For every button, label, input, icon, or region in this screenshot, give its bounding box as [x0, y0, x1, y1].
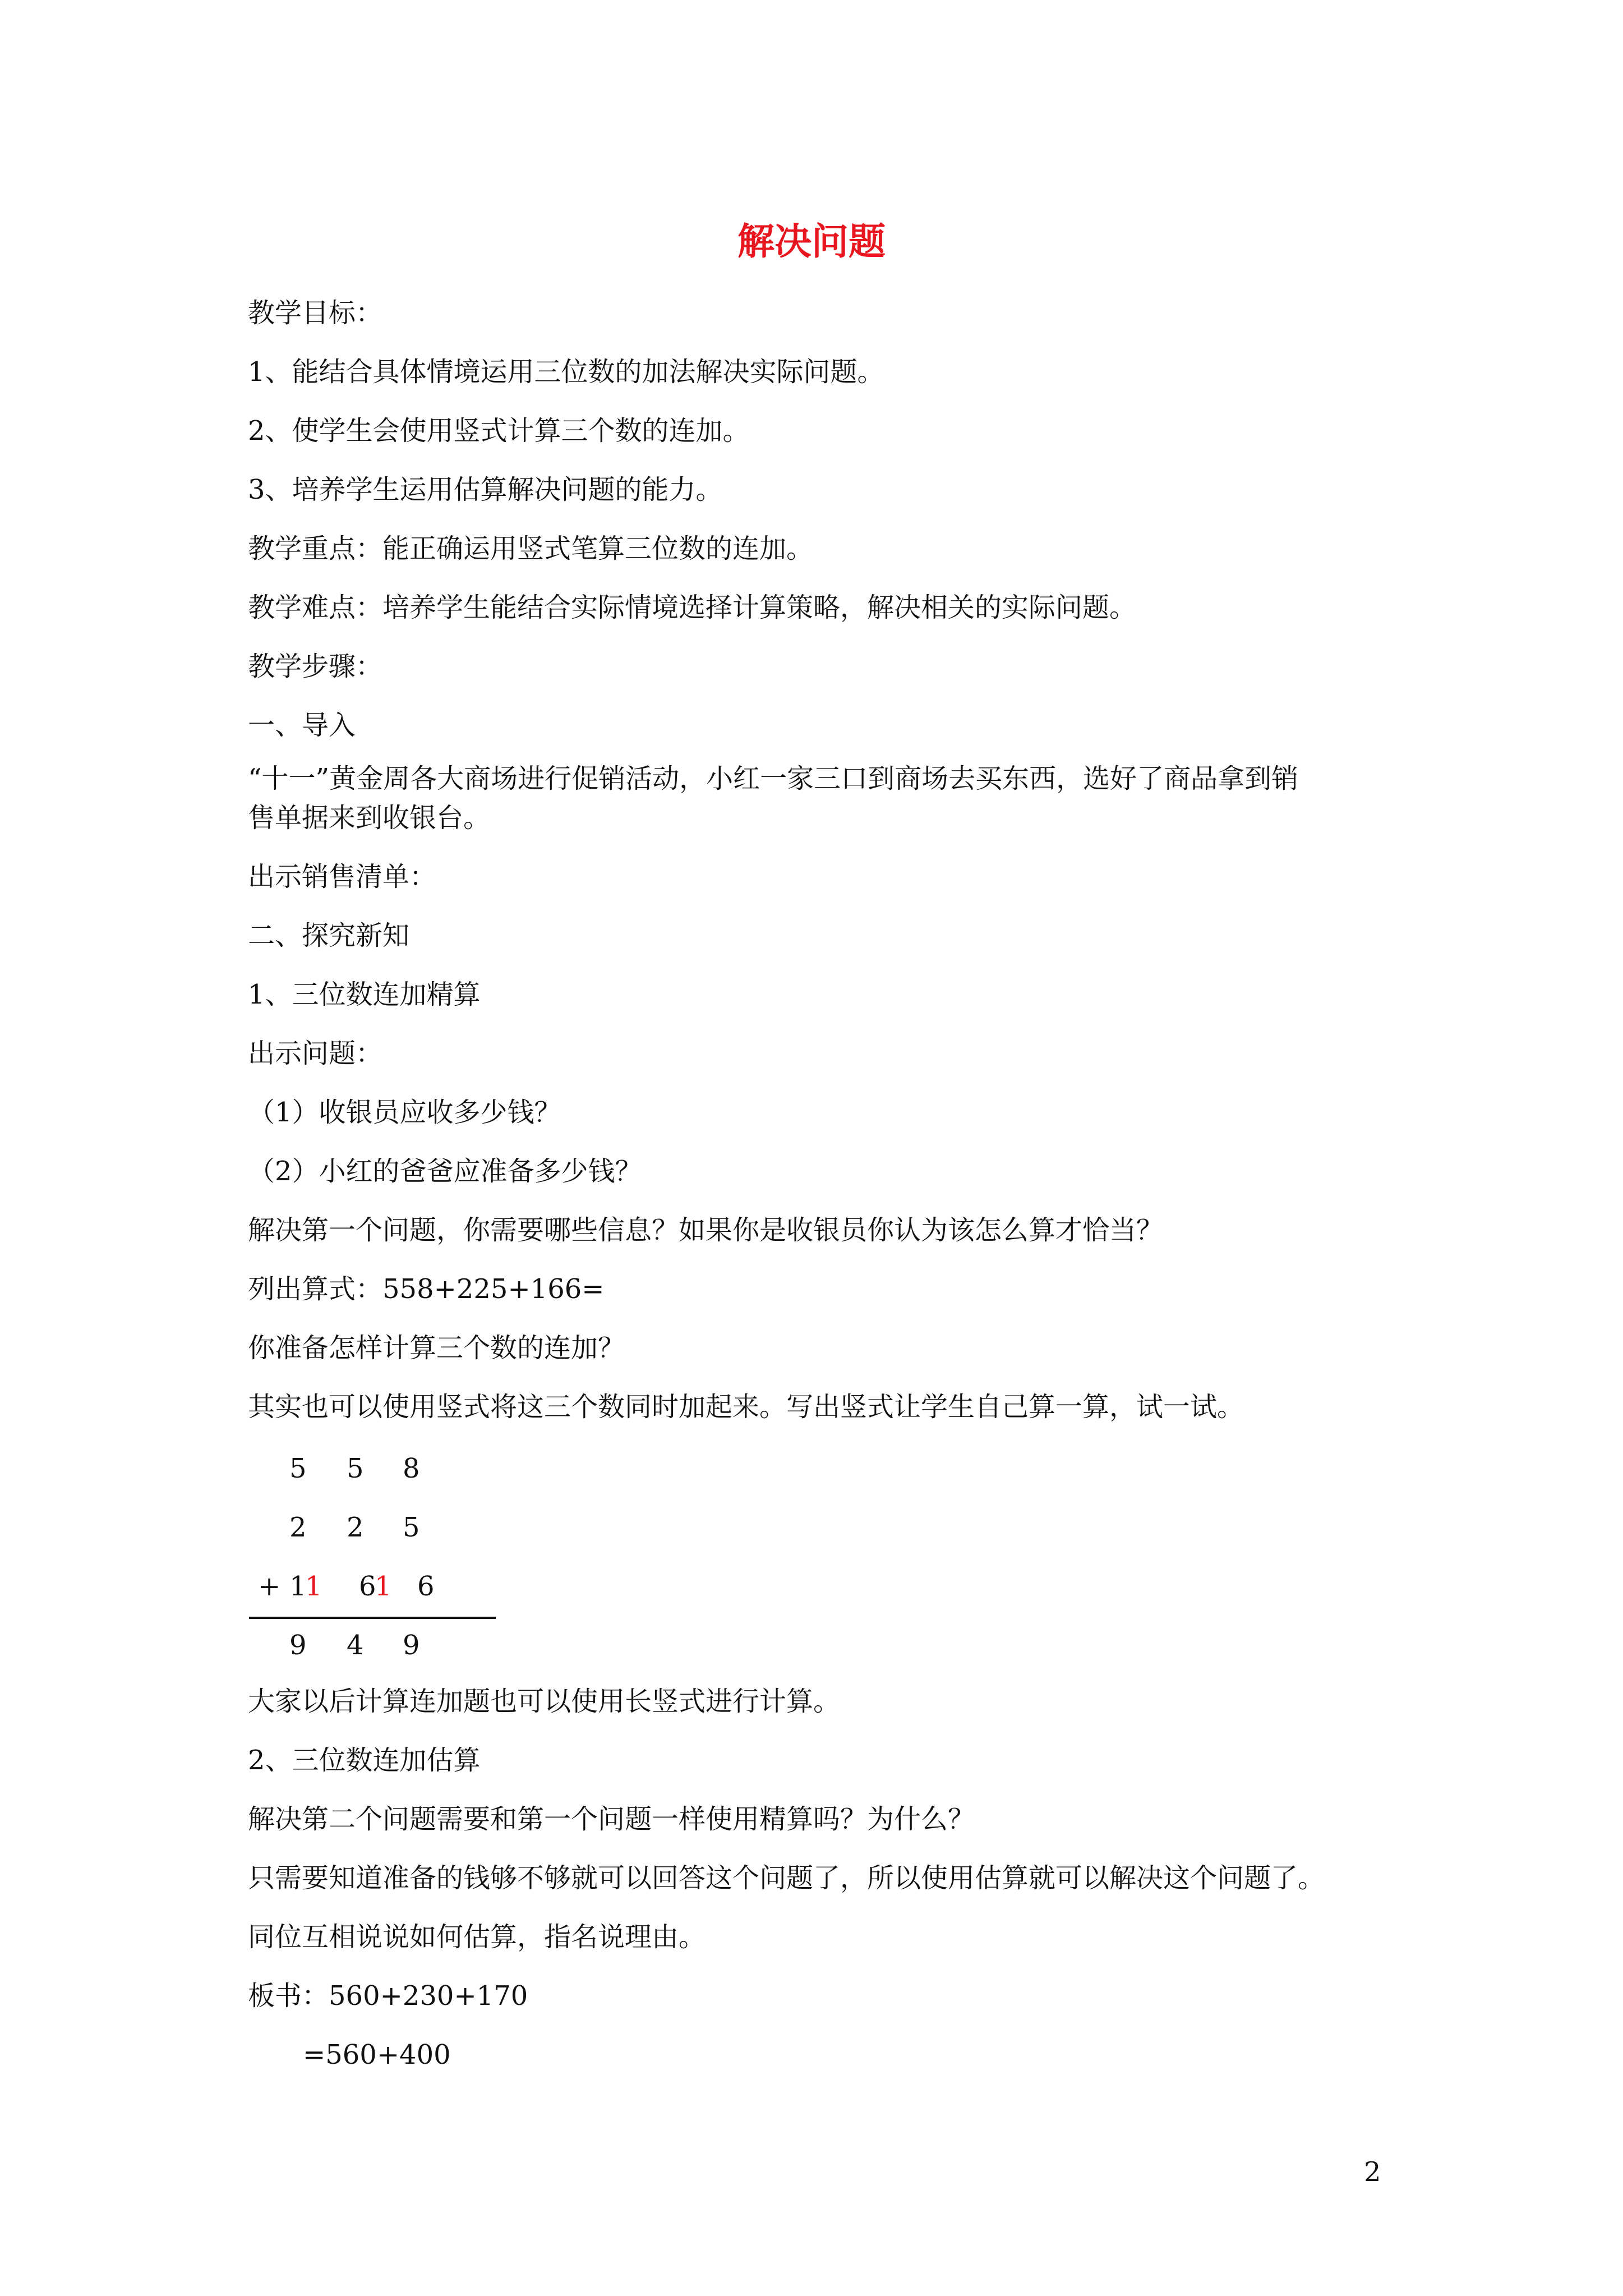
- digit: 2: [347, 1512, 364, 1543]
- digit: 9: [289, 1630, 307, 1661]
- page-number: 2: [1364, 2156, 1381, 2188]
- text-line: 列出算式：558+225+166=: [248, 1273, 605, 1305]
- text-line: 1、三位数连加精算: [248, 979, 481, 1010]
- text-line: 教学难点：培养学生能结合实际情境选择计算策略，解决相关的实际问题。: [248, 592, 1137, 623]
- digit: 5: [289, 1453, 307, 1484]
- text-line: 教学重点：能正确运用竖式笔算三位数的连加。: [248, 533, 814, 564]
- digit: 6: [417, 1571, 435, 1602]
- plus-sign: +: [258, 1571, 281, 1602]
- text-line: 二、探究新知: [248, 920, 410, 951]
- digit: 5: [403, 1512, 420, 1543]
- text-line: 3、培养学生运用估算解决问题的能力。: [248, 474, 723, 505]
- text-line: 教学目标：: [248, 297, 383, 329]
- carry-digit: 1: [375, 1571, 392, 1602]
- document-title: 解决问题: [737, 219, 886, 263]
- text-line: 你准备怎样计算三个数的连加？: [248, 1332, 625, 1364]
- text-line: 板书：560+230+170: [248, 1980, 528, 2012]
- digit: 5: [347, 1453, 364, 1484]
- text-line: 教学步骤：: [248, 651, 383, 682]
- text-line: 只需要知道准备的钱够不够就可以回答这个问题了，所以使用估算就可以解决这个问题了。: [248, 1862, 1325, 1894]
- text-line: 一、导入: [248, 710, 356, 741]
- text-line: 其实也可以使用竖式将这三个数同时加起来。写出竖式让学生自己算一算，试一试。: [248, 1391, 1244, 1423]
- digit: 1: [289, 1571, 307, 1602]
- digit: 8: [403, 1453, 420, 1484]
- vertical-calc-row-2: [0, 1511, 505, 1544]
- sum-divider-line: [249, 1617, 496, 1619]
- text-line: 解决第二个问题需要和第一个问题一样使用精算吗？为什么？: [248, 1803, 975, 1835]
- text-line: 售单据来到收银台。: [248, 802, 491, 834]
- text-line: 出示问题：: [248, 1038, 383, 1069]
- carry-digit: 1: [305, 1571, 322, 1602]
- text-line: 同位互相说说如何估算，指名说理由。: [248, 1921, 706, 1953]
- text-line: 2、使学生会使用竖式计算三个数的连加。: [248, 415, 750, 447]
- digit: 2: [289, 1512, 307, 1543]
- digit: 4: [347, 1630, 364, 1661]
- digit: 9: [403, 1630, 420, 1661]
- text-line: （2）小红的爸爸应准备多少钱？: [248, 1156, 642, 1187]
- text-line: =560+400: [303, 2039, 451, 2070]
- vertical-calc-row-1: [0, 1452, 505, 1485]
- vertical-calc-result: [0, 1628, 505, 1662]
- text-line: （1）收银员应收多少钱？: [248, 1097, 561, 1128]
- text-line: 1、能结合具体情境运用三位数的加法解决实际问题。: [248, 356, 884, 388]
- text-line: 出示销售清单：: [248, 861, 437, 892]
- text-line: 2、三位数连加估算: [248, 1745, 481, 1776]
- text-line: 大家以后计算连加题也可以使用长竖式进行计算。: [248, 1686, 841, 1717]
- text-line: 解决第一个问题，你需要哪些信息？如果你是收银员你认为该怎么算才恰当？: [248, 1214, 1164, 1246]
- digit: 6: [359, 1571, 376, 1602]
- vertical-calc-row-3: [0, 1570, 505, 1603]
- text-line: “十一”黄金周各大商场进行促销活动，小红一家三口到商场去买东西，选好了商品拿到销: [248, 763, 1299, 794]
